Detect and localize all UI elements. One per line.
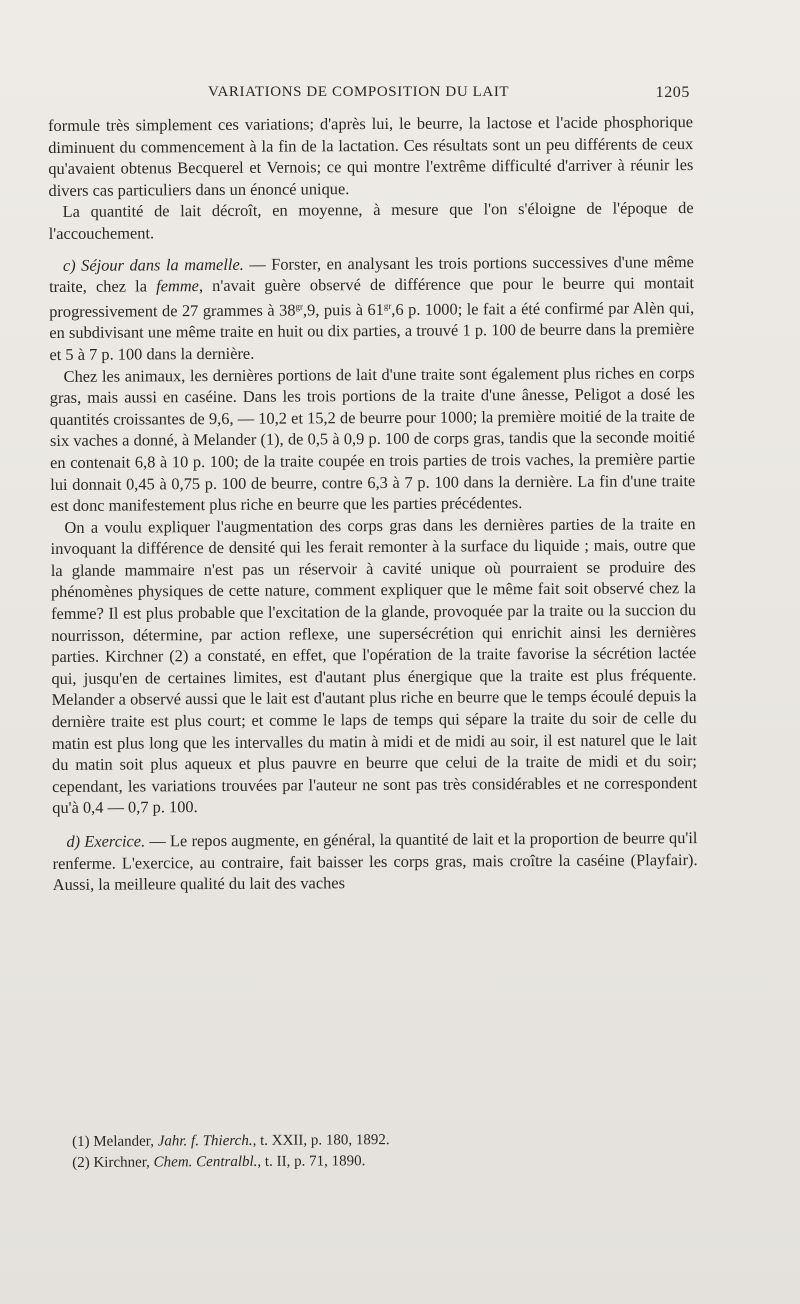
paragraph-lactation: formule très simplement ces variations; d'après lui, le beurre, la lactose et l'acide phosphorique diminuent du commencement à la fin de la lactation. Ces résultats sont un peu différents de ceux qu'avaient obtenus Becquerel et Vernois; ce qui montre l'extrême difficulté d'arriver à réunir les divers cas particuliers dans un énoncé unique. <box>48 112 694 200</box>
paragraph-exercice: d) Exercice. — Le repos augmente, en général, la quantité de lait et la proportion de beurre qu'il renferme. L'exercice, au contraire, fait baisser les corps gras, mais croître la caséine (Playfair). Aussi, la meilleure qualité du lait des vaches <box>52 828 698 895</box>
body-text <box>48 111 698 896</box>
footnote-1: (1) Melander, Jahr. f. Thierch., t. XXII, p. 180, 1892. <box>72 1132 390 1150</box>
page-number: 1205 <box>655 84 690 101</box>
footnotes <box>72 1128 672 1174</box>
paragraph-sejour: c) Séjour dans la mamelle. — Forster, en analysant les trois portions successives d'une même traite, chez la femme, n'avait guère observé de différence que pour le beurre qui montait progressivement de 27 grammes à $38^{gr},9$, puis à $61^{gr},6$ p. 1000; le fait a été confirmé par Alèn qui, en subdivisant une même traite en huit ou dix parties, a trouvé 1 p. 100 de beurre dans la première et 5 à 7 p. 100 dans la dernière. <box>48 251 695 364</box>
running-title: VARIATIONS DE COMPOSITION DU LAIT <box>208 84 510 100</box>
section-heading-sejour: c) Séjour dans la mamelle. <box>62 254 244 275</box>
paragraph-explanation: On a voulu expliquer l'augmentation des corps gras dans les dernières parties de la traite en invoquant la différence de densité qui les ferait remonter à la surface du liquide ; mais, outre que la glande mammaire n'est pas un réservoir à cavité unique où pourraient se produire des phénomènes physiques de cette nature, comment expliquer que le même fait soit observé chez la femme? Il est plus probable que l'excitation de la glande, provoquée par la traite ou la succion du nourrisson, détermine, par action reflexe, une supersécrétion qui enrichit ainsi les dernières parties. Kirchner (2) a constaté, en effet, que l'opération de la traite favorise la sécrétion lactée qui, jusqu'en de certaines limites, est d'autant plus énergique que la traite est plus fréquente. Melander a observé aussi que le lait est d'autant plus riche en beurre que le temps écoulé depuis la dernière traite est plus court; et comme le laps de temps qui sépare la traite du soir de celle du matin est plus long que les intervalles du matin à midi et de midi au soir, il est naturel que le lait du matin soit plus aqueux et plus pauvre en beurre que celui de la traite de midi et du soir; cependant, les variations trouvées par l'auteur ne sont pas très considérables et ne correspondent qu'à 0,4 — 0,7 p. 100. <box>50 513 698 818</box>
footnote-2: (2) Kirchner, Chem. Centralbl., t. II, p. 71, 1890. <box>72 1153 366 1171</box>
paragraph-quantity: La quantité de lait décroît, en moyenne, à mesure que l'on s'éloigne de l'époque de l'accouchement. <box>48 198 694 243</box>
section-heading-exercice: d) Exercice. <box>66 831 146 851</box>
paragraph-animals: Chez les animaux, les dernières portions de lait d'une traite sont également plus riches en corps gras, mais aussi en caséine. Dans les trois portions de la traite d'une ânesse, Peligot a dosé les quantités croissantes de 9,6, — 10,2 et 15,2 de beurre pour 1000; la première moitié de la traite de six vaches a donné, à Melander (1), de 0,5 à 0,9 p. 100 de corps gras, tandis que la seconde moitié en contenait 6,8 à 10 p. 100; de la traite coupée en trois parties de trois vaches, la première partie lui donnait 0,45 à 0,75 p. 100 de beurre, contre 6,3 à 7 p. 100 dans la dernière. La fin d'une traite est donc manifestement plus riche en beurre que les parties précédentes. <box>49 362 696 516</box>
